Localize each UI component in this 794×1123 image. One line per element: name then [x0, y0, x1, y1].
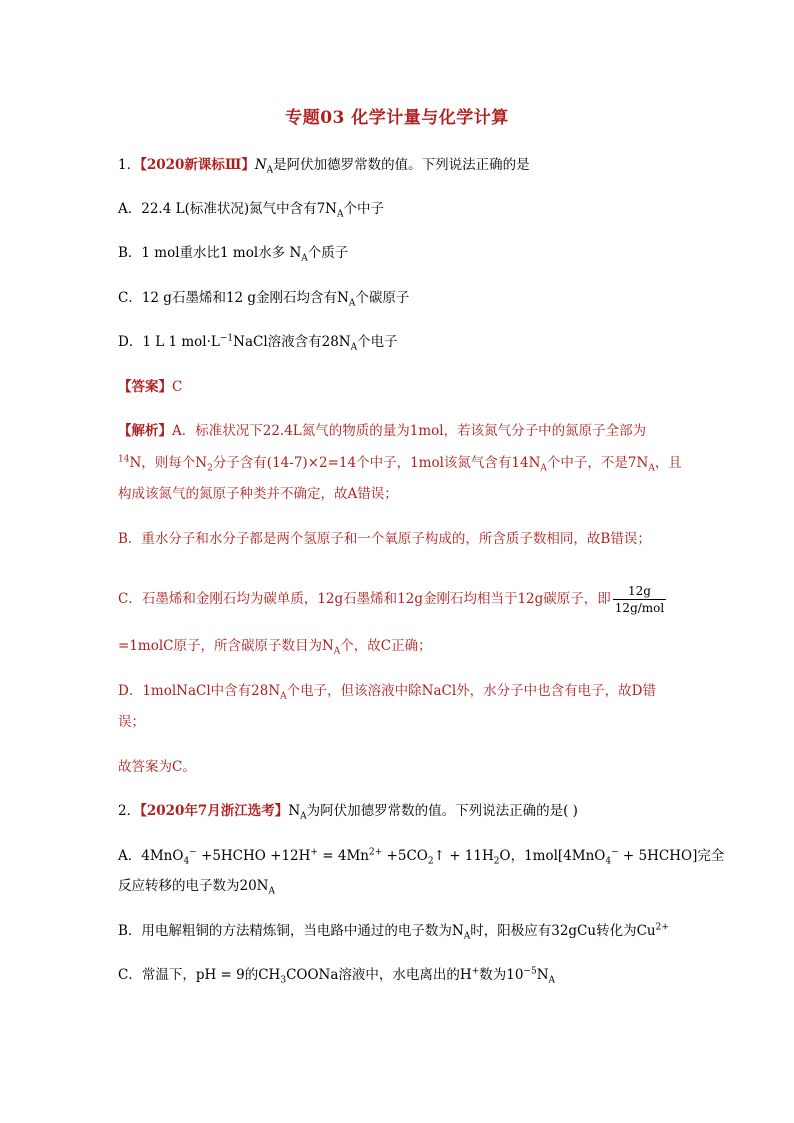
q1-option-c: C．12 g石墨烯和12 g金刚石均含有$N_A$个碳原子	[118, 290, 410, 309]
q2-option-a-line1: A．4MnO$_4$− +5HCHO $+12H^+ = 4Mn^{2+}$ $+5CO_2↑ + 11H_2O$，1mol[4MnO$_4$− + 5HCHO]完全	[118, 847, 725, 867]
page-title: 专题03 化学计量与化学计算	[285, 108, 509, 128]
q1-answer: 【答案】C	[118, 379, 183, 395]
q1-analysis-a-line2: $^{14}$N，则每个$N_2$分子含有(14-7)×2=14个中子，1mol该氮气含有$14N_A$个中子，不是$7N_A$，且	[118, 454, 682, 474]
q2-stem: 2．【2020年7月浙江选考】$N_A$为阿伏加德罗常数的值。下列说法正确的是( )	[118, 803, 578, 822]
q1-conclusion: 故答案为C。	[118, 759, 196, 775]
q1-analysis-b: B．重水分子和水分子都是两个氢原子和一个氧原子构成的，所含质子数相同，故B错误；	[118, 531, 651, 547]
q2-source: 【2020年7月浙江选考】	[140, 803, 289, 819]
q1-analysis-a-line1: 【解析】A．标准状况下22.4L氮气的物质的量为1mol，若该氮气分子中的氮原子全部为	[118, 423, 647, 439]
q1-analysis-a-line3: 构成该氮气的氮原子种类并不确定，故A错误；	[118, 486, 398, 502]
q1-option-a: A．22.4 L(标准状况)氮气中含有$7N_A$个中子	[118, 201, 384, 220]
q1-source: 【2020新课标Ⅲ】	[140, 157, 255, 173]
q1-analysis-c-line1: C．石墨烯和金刚石均为碳单质，12g石墨烯和12g金刚石均相当于12g碳原子，即 $\frac{12g}{\text{12g/mol}}$	[118, 584, 665, 615]
q1-analysis-c-line2: =1molC原子，所含碳原子数目为$N_A$个，故C正确；	[118, 638, 432, 657]
q2-option-a-line2: 反应转移的电子数为$20N_A$	[118, 878, 275, 897]
q1-analysis-d-line1: D．1molNaCl中含有$28N_A$个电子，但该溶液中除NaCl外，水分子中也含有电子，故D错	[118, 683, 657, 702]
q2-option-c: C．常温下，pH = 9的$CH_3COONa$溶液中，水电离出的H+数为$10^{-5}N_A$	[118, 966, 556, 986]
q2-option-b: B．用电解粗铜的方法精炼铜，当电路中通过的电子数为$N_A$时，阳极应有32gCu转化为$Cu^{2+}$	[118, 922, 669, 942]
q1-analysis-d-line2: 误；	[118, 714, 145, 730]
fraction: $\frac{12g}{\text{12g/mol}}$	[614, 584, 665, 615]
q1-stem: 1．【2020新课标Ⅲ】$N_A$是阿伏加德罗常数的值。下列说法正确的是	[118, 157, 530, 176]
q1-option-d: D．1 L 1 $mol\cdot L^{-1}NaCl$溶液含有$28N_A$个电子	[118, 333, 398, 353]
q1-option-b: B．1 mol重水比1 mol水多 $N_A$个质子	[118, 245, 349, 264]
